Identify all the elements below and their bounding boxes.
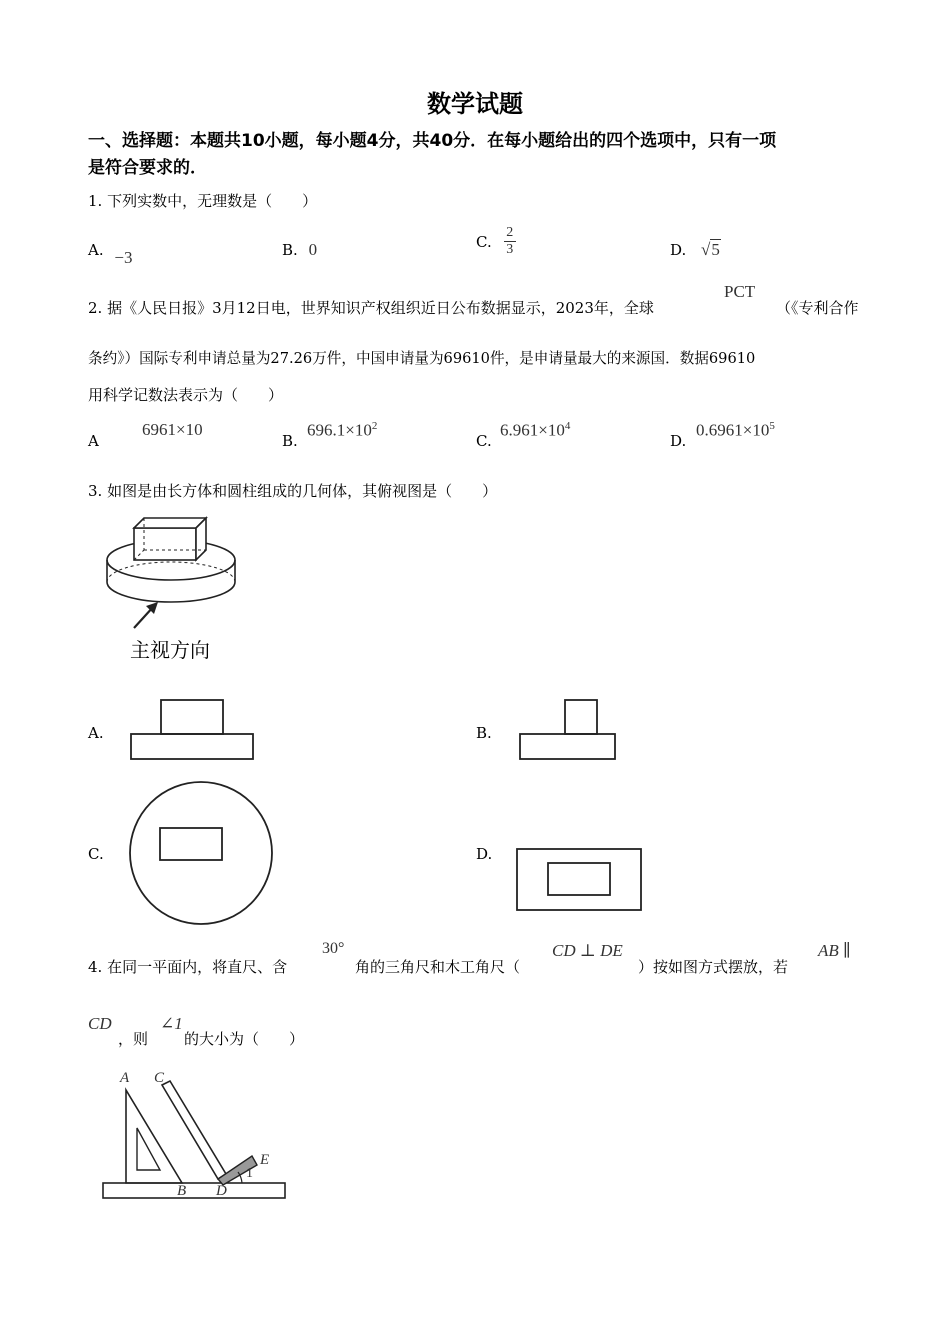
q2-c-value xyxy=(500,420,570,441)
q2-b-base: 696.1×10 xyxy=(307,420,372,440)
q1-d-radicand: 5 xyxy=(711,240,720,259)
q4-line1-mid: 角的三角尺和木工角尺（ xyxy=(355,958,521,976)
q1-option-b[interactable] xyxy=(282,240,317,260)
q1-c-numerator: 2 xyxy=(506,225,514,240)
q3-label-d: D. xyxy=(476,845,493,863)
point-a-label: A xyxy=(120,1070,130,1086)
q1-a-value: −3 xyxy=(114,248,133,267)
q2-a-value: 6961×10 xyxy=(142,420,203,439)
q2-c-exp: 4 xyxy=(564,420,571,432)
q3-option-d-figure xyxy=(516,848,644,912)
q2-line1-pre: 2. 据《人民日报》3月12日电，世界知识产权组织近日公布数据显示，2023年，全球 xyxy=(88,299,654,317)
section-heading-line1: 一、选择题：本题共10小题，每小题4分，共40分．在每小题给出的四个选项中，只有一项 xyxy=(88,131,777,151)
q1-option-d[interactable] xyxy=(670,240,721,260)
q2-line2: 条约》）国际专利申请总量为27.26万件，中国申请量为69610件，是申请量最大的来源国．数据69610 xyxy=(88,350,756,367)
q3-label-c: C. xyxy=(88,845,104,863)
q4-angle-30: 30° xyxy=(322,940,345,957)
q2-label-b: B. xyxy=(282,432,298,450)
q2-label-c: C. xyxy=(476,432,492,450)
q2-d-value xyxy=(696,420,775,441)
q2-option-a[interactable] xyxy=(88,432,99,450)
q4-line1-post: ）按如图方式摆放，若 xyxy=(638,958,789,976)
q2-b-value xyxy=(307,420,377,441)
point-d-label: D xyxy=(216,1183,227,1199)
q1-label-d: D. xyxy=(670,241,687,259)
q3-option-b[interactable] xyxy=(476,724,492,742)
page-title: 数学试题 xyxy=(427,90,523,118)
q2-option-d[interactable] xyxy=(670,432,686,450)
view-direction-label: 主视方向 xyxy=(130,638,210,662)
q2-option-b[interactable] xyxy=(282,432,298,450)
point-e-label: E xyxy=(260,1152,270,1168)
q1-c-fraction xyxy=(504,225,516,258)
q3-option-c-figure xyxy=(128,780,274,926)
q4-cd: CD xyxy=(88,1014,112,1033)
q4-perp: CD ⊥ DE xyxy=(552,941,623,960)
section-heading-line2: 是符合要求的． xyxy=(88,158,207,178)
q2-label-a: A xyxy=(88,432,99,450)
q1-option-a[interactable] xyxy=(88,240,133,267)
q1-b-value: 0 xyxy=(308,240,318,259)
q2-b-exp: 2 xyxy=(371,420,378,432)
q2-option-c[interactable] xyxy=(476,432,492,450)
q4-line1-pre: 4. 在同一平面内，将直尺、含 xyxy=(88,958,288,976)
q3-label-a: A. xyxy=(88,724,104,742)
q3-solid-figure xyxy=(100,510,250,620)
angle-1-label: 1 xyxy=(246,1166,253,1181)
view-direction-arrow-icon xyxy=(130,600,166,634)
q3-option-c[interactable] xyxy=(88,845,104,863)
q1-d-sqrt: √5 xyxy=(701,240,720,259)
q4-angle1: ∠1 xyxy=(160,1014,183,1033)
q1-option-c[interactable] xyxy=(476,225,516,258)
q1-label-a: A. xyxy=(88,241,104,259)
q2-pct: PCT xyxy=(724,282,756,301)
q4-figure xyxy=(100,1068,290,1202)
q4-ab-parallel: AB ∥ xyxy=(818,941,851,960)
point-c-label: C xyxy=(154,1070,165,1086)
q4-line2-post: 的大小为（ ） xyxy=(184,1030,305,1048)
q3-option-a[interactable] xyxy=(88,724,104,742)
section-heading xyxy=(88,128,868,182)
q2-d-exp: 5 xyxy=(769,420,775,432)
q3-option-d[interactable] xyxy=(476,845,492,863)
q4-line2-mid: ，则 xyxy=(118,1030,149,1048)
q2-label-d: D. xyxy=(670,432,687,450)
q3-stem: 3. 如图是由长方体和圆柱组成的几何体，其俯视图是（ ） xyxy=(88,482,498,500)
q2-line3: 用科学记数法表示为（ ） xyxy=(88,386,284,404)
q3-option-a-figure xyxy=(130,698,255,762)
q3-label-b: B. xyxy=(476,724,492,742)
q1-c-denominator: 3 xyxy=(506,242,514,257)
q1-label-c: C. xyxy=(476,232,492,251)
point-b-label: B xyxy=(177,1183,187,1199)
q2-line1-post: （《专利合作 xyxy=(776,299,859,317)
q2-d-base: 0.6961×10 xyxy=(696,420,770,440)
q2-c-base: 6.961×10 xyxy=(500,420,565,440)
q1-stem: 1. 下列实数中，无理数是（ ） xyxy=(88,192,318,210)
q3-option-b-figure xyxy=(519,698,617,762)
q1-label-b: B. xyxy=(282,241,298,259)
